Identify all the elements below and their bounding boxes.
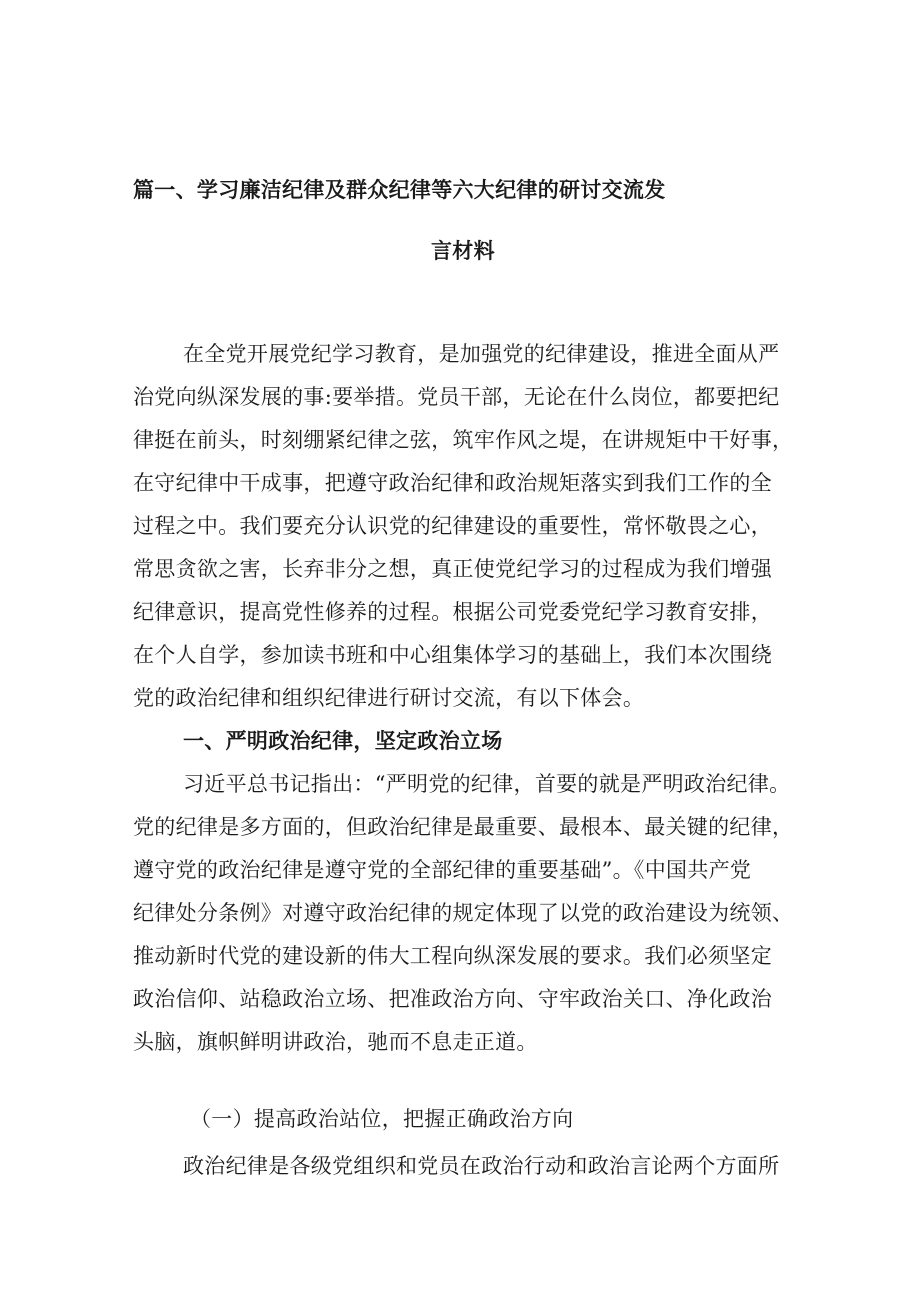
subsection-1-heading: （一）提高政治站位，把握正确政治方向 — [190, 1107, 574, 1131]
paragraph-line: 过程之中。我们要充分认识党的纪律建设的重要性，常怀敬畏之心， — [133, 514, 772, 538]
document-title-line-2: 言材料 — [431, 238, 495, 263]
paragraph-line: 遵守党的政治纪律是遵守党的全部纪律的重要基础”。《中国共产党 — [133, 858, 752, 882]
paragraph-line: 政治信仰、站稳政治立场、把准政治方向、守牢政治关口、净化政治 — [133, 987, 772, 1011]
section-1-heading: 一、严明政治纪律，坚定政治立场 — [183, 728, 503, 753]
document-title-line-1: 篇一、学习廉洁纪律及群众纪律等六大纪律的研讨交流发 — [133, 177, 666, 202]
paragraph-line: 头脑，旗帜鲜明讲政治，驰而不息走正道。 — [133, 1030, 538, 1054]
paragraph-line: 纪律意识，提高党性修养的过程。根据公司党委党纪学习教育安排， — [133, 600, 772, 624]
paragraph-line: 在个人自学，参加读书班和中心组集体学习的基础上，我们本次围绕 — [133, 643, 772, 667]
paragraph-line: 在守纪律中干成事，把遵守政治纪律和政治规矩落实到我们工作的全 — [133, 471, 772, 495]
paragraph-line: 党的纪律是多方面的，但政治纪律是最重要、最根本、最关键的纪律， — [133, 815, 794, 839]
paragraph-line: 律挺在前头，时刻绷紧纪律之弦，筑牢作风之堤，在讲规矩中干好事， — [133, 428, 794, 452]
paragraph-line: 政治纪律是各级党组织和党员在政治行动和政治言论两个方面所 — [183, 1154, 780, 1178]
paragraph-line: 在全党开展党纪学习教育，是加强党的纪律建设，推进全面从严 — [183, 342, 780, 366]
paragraph-line: 推动新时代党的建设新的伟大工程向纵深发展的要求。我们必须坚定 — [133, 944, 772, 968]
paragraph-line: 党的政治纪律和组织纪律进行研讨交流，有以下体会。 — [133, 686, 645, 710]
paragraph-line: 习近平总书记指出：“严明党的纪律，首要的就是严明政治纪律。 — [183, 772, 791, 796]
paragraph-line: 治党向纵深发展的事:要举措。党员干部，无论在什么岗位，都要把纪 — [133, 385, 780, 409]
paragraph-line: 常思贪欲之害，长弃非分之想，真正使党纪学习的过程成为我们增强 — [133, 557, 772, 581]
paragraph-line: 纪律处分条例》对遵守政治纪律的规定体现了以党的政治建设为统领、 — [133, 901, 794, 925]
